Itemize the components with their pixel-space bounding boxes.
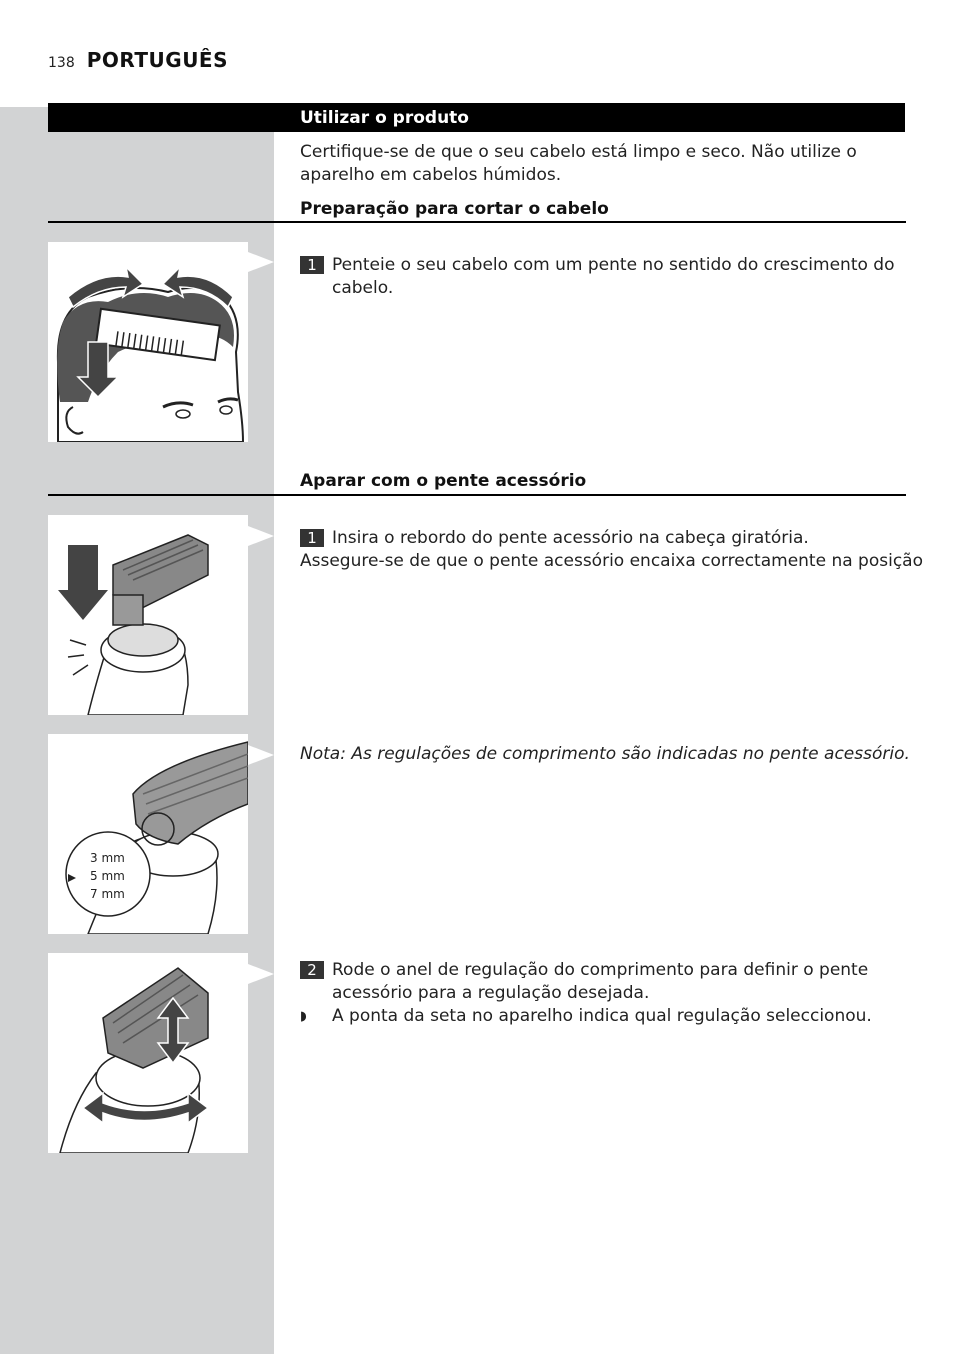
nota-text: Nota: As regulações de comprimento são indicadas no pente acessório. (300, 744, 910, 764)
step-number: 2 (300, 961, 324, 979)
pointer-arrow (248, 964, 274, 984)
step-text: Insira o rebordo do pente acessório na cabeça giratória. (332, 528, 809, 548)
section-title: Utilizar o produto (300, 108, 469, 128)
setting-7mm: 7 mm (90, 887, 125, 901)
intro-text: Certifique-se de que o seu cabelo está limpo e seco. Não utilize o aparelho em cabelos húmidos. (300, 142, 857, 185)
settings-list (90, 849, 125, 903)
rule (48, 221, 906, 223)
length-settings-illustration (48, 734, 248, 934)
pointer-arrow (248, 745, 274, 765)
section-title-bar (48, 103, 905, 132)
comb-settings-icon (48, 734, 248, 934)
bullet-icon: ◗ (300, 1009, 307, 1024)
rotate-ring-icon (48, 953, 248, 1153)
step-note: Assegure-se de que o pente acessório encaixa correctamente na posição (300, 551, 923, 571)
rotate-ring-illustration (48, 953, 248, 1153)
combing-illustration (48, 242, 248, 442)
rule (48, 494, 906, 496)
comb-heading: Aparar com o pente acessório (300, 471, 587, 491)
head-comb-icon (48, 242, 248, 442)
trimmer-attach-icon (48, 515, 248, 715)
comb-step-2 (300, 959, 900, 1028)
insert-comb-illustration (48, 515, 248, 715)
preparation-heading: Preparação para cortar o cabelo (300, 199, 609, 219)
step-text: Penteie o seu cabelo com um pente no sentido do crescimento do cabelo. (332, 255, 895, 298)
page-header (48, 48, 228, 72)
pointer-arrow (248, 252, 274, 272)
page-number: 138 (48, 55, 75, 71)
page-language: PORTUGUÊS (86, 48, 229, 72)
setting-5mm: 5 mm (90, 869, 125, 883)
bullet-text: A ponta da seta no aparelho indica qual regulação seleccionou. (332, 1006, 872, 1026)
pointer-arrow (248, 526, 274, 546)
step-number: 1 (300, 256, 324, 274)
setting-3mm: 3 mm (90, 851, 125, 865)
result-bullet (300, 1005, 900, 1028)
preparation-step-1 (300, 254, 900, 300)
step-number: 1 (300, 529, 324, 547)
step-text: Rode o anel de regulação do comprimento para definir o pente acessório para a regulação desejada. (332, 960, 869, 1003)
comb-step-1 (300, 527, 923, 573)
